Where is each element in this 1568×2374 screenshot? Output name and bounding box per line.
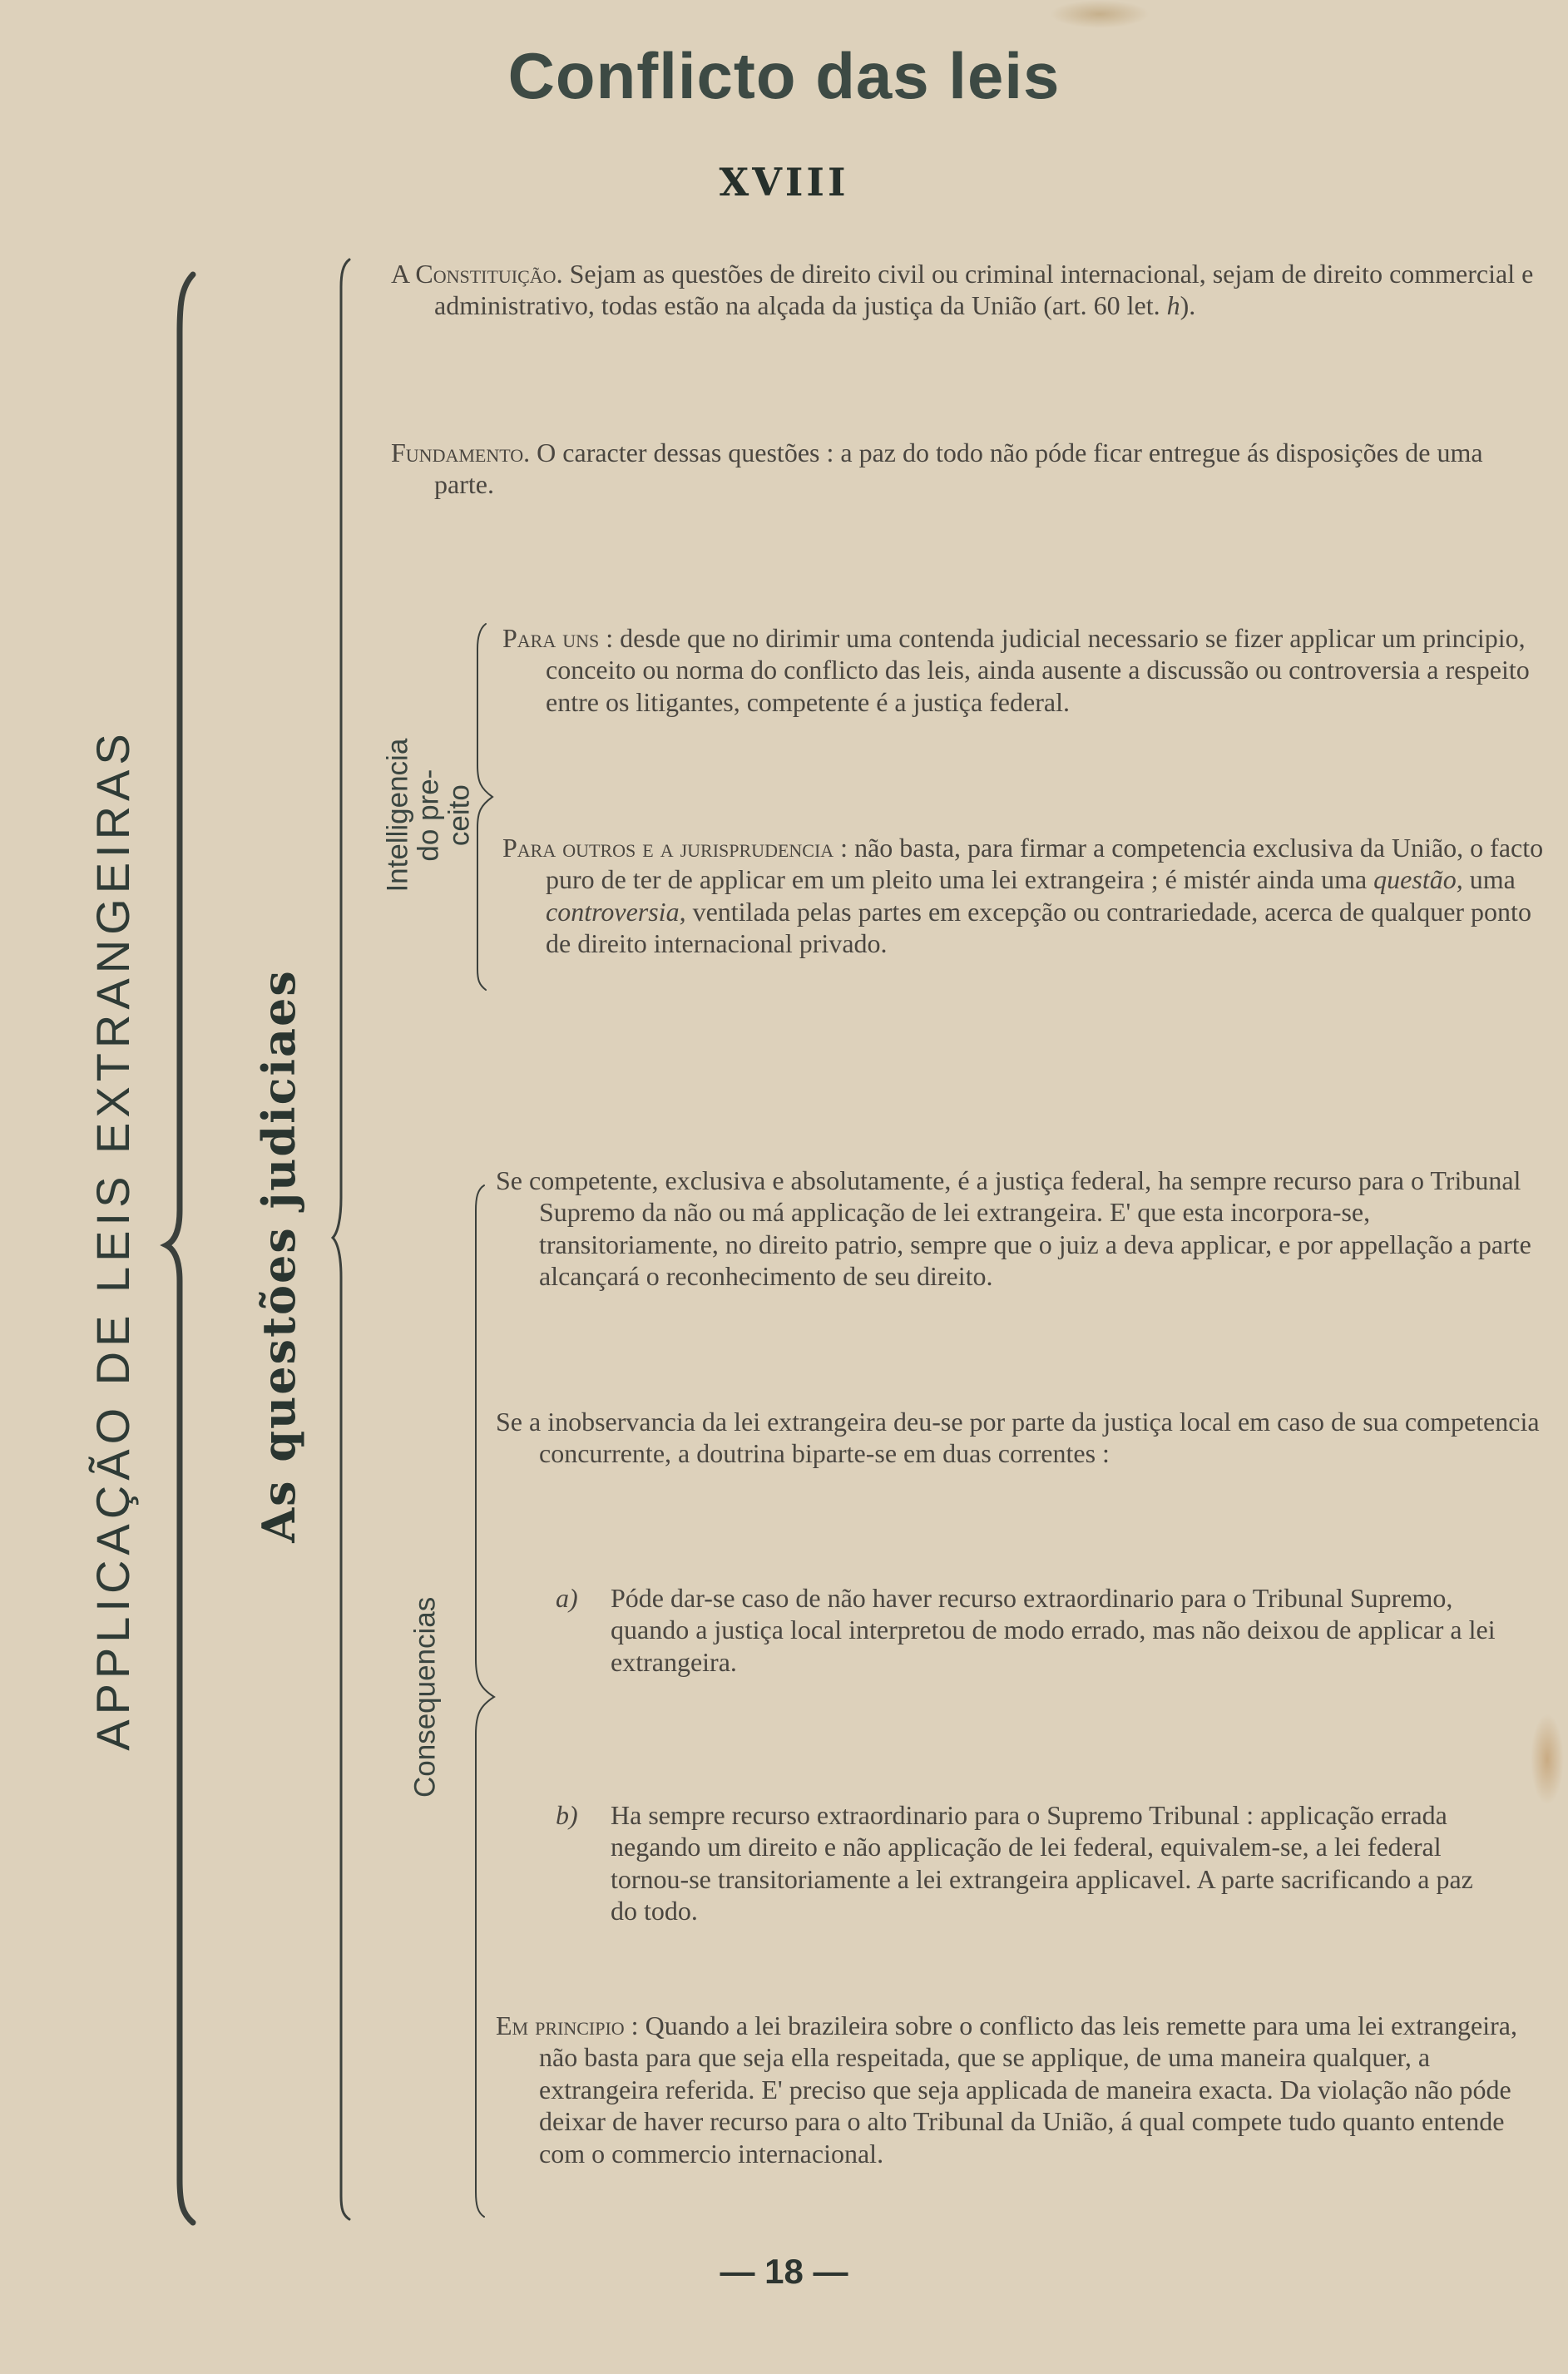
constituicao-text: Sejam as questões de direito civil ou criminal internacional, sejam de direito commercial e administrativo, todas estão na alçada da justiça da União (art. 60 let. [434,259,1534,321]
constituicao-tail: ). [1180,290,1196,321]
fundamento-text: O caracter dessas questões : a paz do todo não póde ficar entregue ás disposições de uma parte. [434,438,1483,500]
consequencia-1-paragraph [496,1165,1546,1293]
page-number: — 18 — [720,2252,848,2291]
consequencia-2-text: Se a inobservancia da lei extrangeira deu-se por parte da justiça local em caso de sua competencia concurrente, a doutrina biparte-se em duas correntes : [496,1407,1540,1469]
fundamento-paragraph [391,437,1541,501]
para-uns-text: desde que no dirimir uma contenda judicial necessario se fizer applicar um principio, conceito ou norma do conflicto das leis, ainda ausente a discussão ou controversia a respeito entre os litigantes, competente é a justiça federal. [546,623,1530,717]
fundamento-label: Fundamento. [391,438,531,467]
chapter-number: XVIII [719,160,849,205]
para-outros-emphasis-1: questão, [1373,864,1463,895]
consequencia-1-text: Se competente, exclusiva e absolutamente, é a justiça federal, ha sempre recurso para o Tribunal Supremo da não ou má applicação de lei extrangeira. E' que esta incorpora-se, transitoriamente, no direito patrio, sempre que o juiz a deva applicar, e por appellação a parte alcançará o reconhecimento de seu direito. [496,1165,1531,1292]
principio-paragraph [496,2010,1546,2169]
page-title: Conflicto das leis [507,39,1061,112]
para-outros-text-3: ventilada pelas partes em excepção ou contrariedade, acerca de qualquer ponto de direito internacional privado. [546,896,1531,959]
para-uns-label: Para uns : [502,623,614,653]
para-outros-emphasis-2: controversia, [546,896,686,927]
main-heading-vertical: APPLICAÇÃO DE LEIS EXTRANGEIRAS [86,728,139,1751]
para-uns-paragraph [502,622,1544,718]
para-outros-label: Para outros e a jurisprudencia : [502,833,848,863]
para-outros-paragraph [502,832,1544,960]
para-outros-text-2: uma [1469,864,1516,895]
consequencias-label: Consequencias [408,1596,442,1798]
sub-heading-vertical: As questões judiciaes [252,969,306,1543]
consequencia-2-paragraph [496,1406,1546,1470]
principio-label: Em principio : [496,2010,639,2040]
constituicao-letter: h [1166,290,1180,321]
item-b-text: Ha sempre recurso extraordinario para o Supremo Tribunal : applicação errada negando um direito e não applicação de lei federal, equivalem-se, a lei federal tornou-se transitoriamente a lei extrangeira applicavel. A parte sacrificando a paz do todo. [611,1800,1473,1926]
constituicao-label: A Constituição. [391,259,563,289]
intelligencia-label: Intelligencia do pre- ceito [380,738,475,893]
principio-text: Quando a lei brazileira sobre o conflicto das leis remette para uma lei extrangeira, não basta para que seja ella respeitada, que se applique, de uma maneira qualquer, a extrangeira referida. E' preciso que seja applicada de maneira exacta. Da violação não póde deixar de haver recurso para o alto Tribunal da União, á qual compete tudo quanto entende com o commercio internacional. [539,2010,1517,2169]
para-outros-text-1: não basta, para firmar a competencia exclusiva da União, o facto puro de ter de applicar em um pleito uma lei extrangeira ; é mistér ainda uma [546,833,1544,895]
item-b-label: b) [556,1800,578,1830]
item-a-label: a) [556,1583,578,1613]
constituicao-paragraph [391,258,1541,322]
item-a-text: Póde dar-se caso de não haver recurso extraordinario para o Tribunal Supremo, quando a justiça local interpretou de modo errado, mas não deixou de applicar a lei extrangeira. [611,1583,1496,1677]
